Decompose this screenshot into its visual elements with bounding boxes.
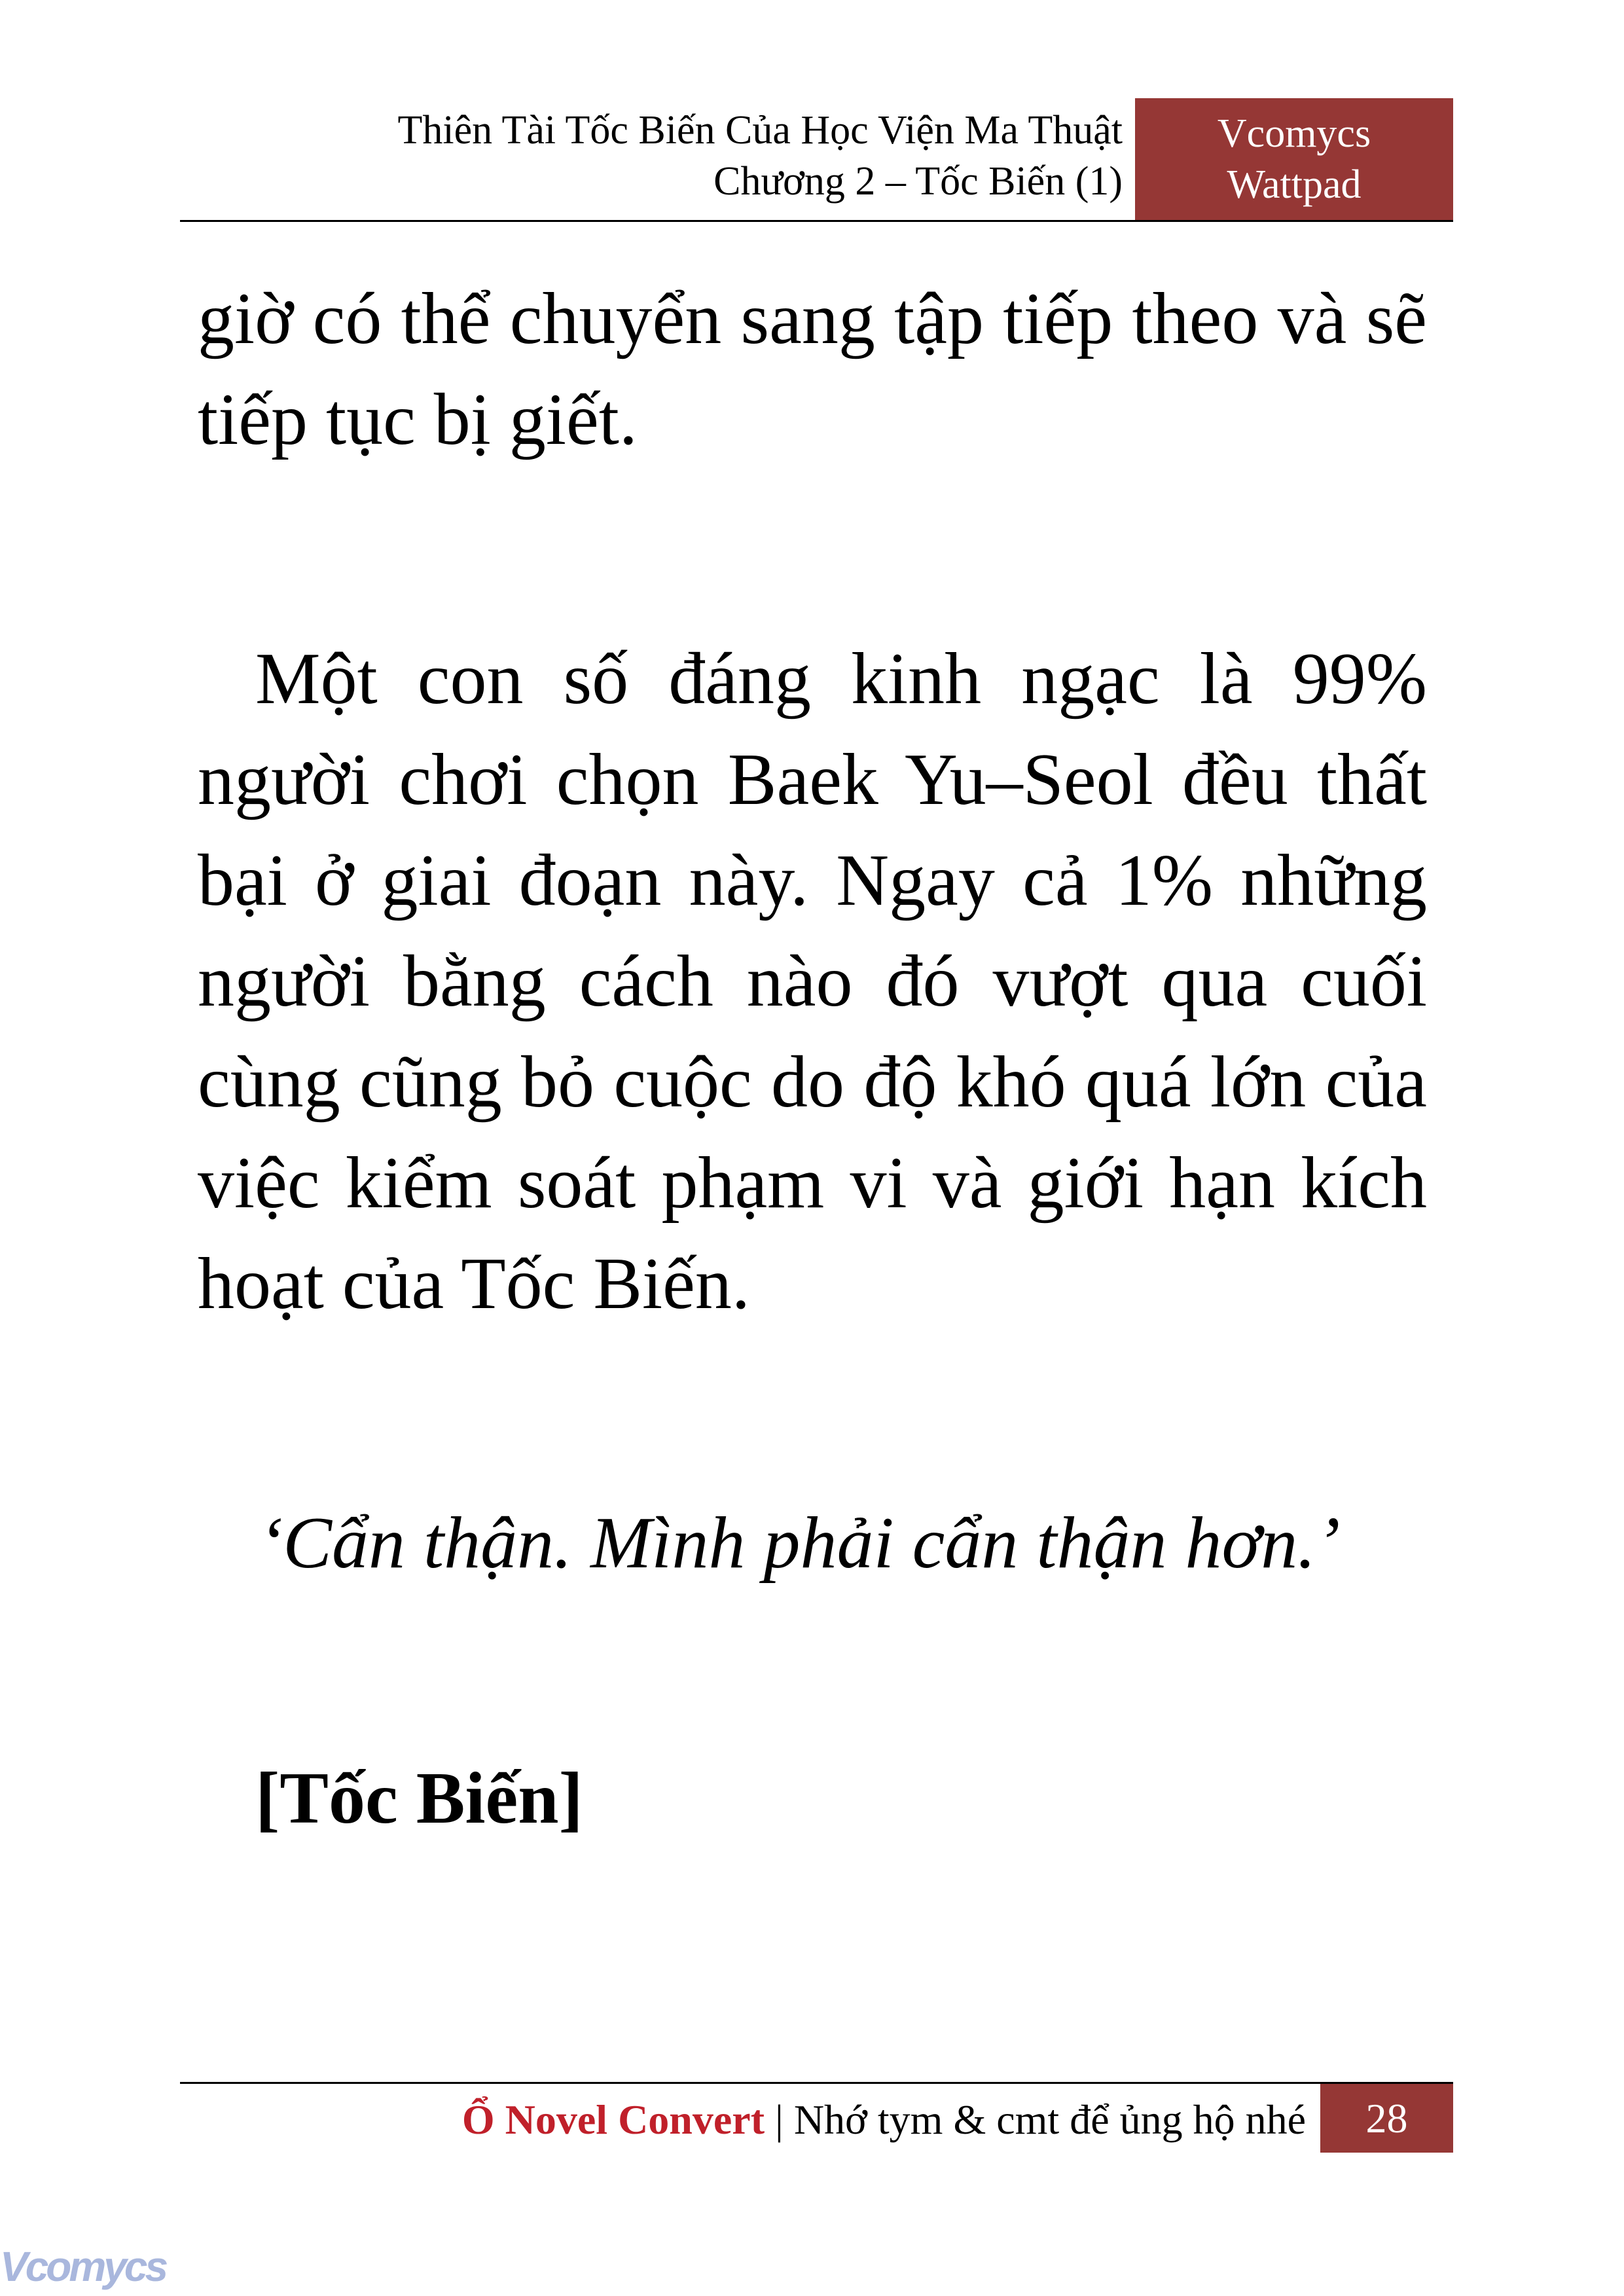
paragraph-2: Một con số đáng kinh ngạc là 99% người chơi chọn Baek Yu–Seol đều thất bại ở giai đoạn này. Ngay cả 1% những người bằng cách nào đó vượt qua cuối cùng cũng bỏ cuộc do độ khó quá lớn của việc kiểm soát phạm vi và giới hạn kích hoạt của Tốc Biến. [198,638,1427,1324]
inner-thought: ‘Cẩn thận. Mình phải cẩn thận hơn.’ [259,1503,1341,1584]
paragraph-1: giờ có thể chuyển sang tập tiếp theo và sẽ tiếp tục bị giết. [198,278,1427,460]
running-header [180,105,1123,207]
watermark-logo: Vcomycs [0,2243,166,2290]
chapter-title: Chương 2 – Tốc Biến (1) [713,159,1123,204]
footer-brand: Ổ Novel Convert [461,2096,765,2143]
footer-note: Nhớ tym & cmt để ủng hộ nhé [793,2096,1306,2143]
source-badge [1135,98,1453,220]
skill-name: [Tốc Biến] [255,1758,583,1839]
source-badge-line1: Vcomycs [1217,111,1371,156]
source-badge-line2: Wattpad [1227,162,1362,207]
footer-divider [180,2082,1453,2084]
book-title: Thiên Tài Tốc Biến Của Học Viện Ma Thuật [397,108,1123,153]
footer [180,2087,1306,2153]
header-divider [180,220,1453,222]
footer-separator: | [765,2096,794,2143]
page-number: 28 [1320,2084,1453,2153]
